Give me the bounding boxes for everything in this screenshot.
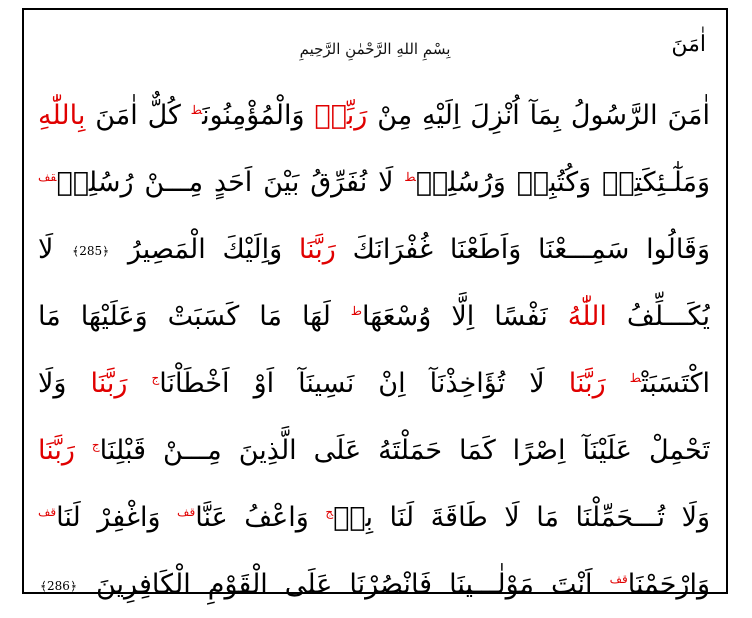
highlighted-word: بِاللّٰهِ [38, 100, 86, 131]
verse-text: لَا تُؤَاخِذْنَآ اِنْ نَسِينَآ اَوْ اَخْطَاْنَا [159, 368, 569, 399]
page-frame [22, 8, 728, 600]
verse-text: وَقَالُوا سَمِـــعْنَا وَاَطَعْنَا غُفْرَانَكَ [335, 234, 710, 265]
pause-mark: ط [404, 170, 416, 184]
pause-mark: ط [350, 304, 362, 318]
verse-text: لَهَا مَا كَسَبَتْ وَعَلَيْهَا مَا [38, 301, 351, 332]
verse-line [38, 149, 710, 216]
verse-text: وَمَلٰٓـئِكَتِهٖ وَكُتُبِهٖ وَرُسُلِهٖ [415, 167, 710, 198]
verse-text: وَاِلَيْكَ الْمَصِيرُ [111, 234, 299, 265]
pause-mark: قف [38, 170, 57, 184]
verse-number: ﴿286﴾ [40, 578, 77, 593]
highlighted-word: رَبِّهٖ [304, 100, 378, 131]
verse-text: وَالْمُؤْمِنُونَ [202, 100, 305, 131]
pause-mark: ط [190, 103, 203, 117]
verse-text: يُكَـــلِّفُ [606, 301, 710, 332]
pause-mark: قف [609, 572, 628, 586]
verse-text: لَا نُفَرِّقُ بَيْنَ اَحَدٍ مِـــنْ رُسُلِهٖ [56, 167, 405, 198]
verse-text [606, 368, 630, 399]
verse-text: وَلَا تُـــحَمِّلْنَا مَا لَا طَاقَةَ لَنَا بِهٖ [333, 502, 710, 533]
verse-text: لَا [38, 234, 71, 265]
verse-text: اَنْتَ مَوْلٰـــينَا فَانْصُرْنَا عَلَى الْقَوْمِ الْكَافِرِينَ [78, 569, 610, 600]
pause-mark: ط [629, 371, 642, 385]
verse-line [38, 484, 710, 551]
basmala: بِسْمِ اللهِ الرَّحْمٰنِ الرَّحِيمِ [299, 40, 451, 58]
verse-text: وَاغْفِرْ لَنَا [56, 502, 178, 533]
verse-text: تَحْمِلْ عَلَيْنَآ اِصْرًا كَمَا حَمَلْتَهُ عَلَى الَّذِينَ مِـــنْ قَبْلِنَا [99, 435, 710, 466]
pause-mark: ج [151, 371, 160, 385]
verse-text: وَاعْفُ عَنَّا [195, 502, 326, 533]
pause-mark: قف [177, 505, 196, 519]
verse-text: كُلٌّ اٰمَنَ [85, 100, 191, 131]
highlighted-word: رَبَّنَا [38, 435, 75, 466]
verse-number: ﴿285﴾ [72, 243, 110, 258]
verse-text [75, 435, 92, 466]
verse-block [38, 82, 710, 618]
verse-line [38, 82, 710, 149]
verse-text: وَلَا [38, 368, 91, 399]
verse-line [38, 417, 710, 484]
highlighted-word: اللّٰهُ [567, 301, 607, 332]
verse-line [38, 216, 710, 283]
verse-line [38, 283, 710, 350]
highlighted-word: رَبَّنَا [298, 234, 336, 265]
highlighted-word: رَبَّنَا [568, 368, 606, 399]
page-header [24, 30, 726, 66]
verse-line [38, 551, 710, 618]
pause-mark: ج [91, 438, 100, 452]
highlighted-word: رَبَّنَا [90, 368, 128, 399]
pause-mark: ج [325, 505, 334, 519]
verse-line [38, 350, 710, 417]
verse-text: اكْتَسَبَتْ [641, 368, 710, 399]
verse-text: وَارْحَمْنَا [627, 569, 710, 600]
verse-text: نَفْسًا اِلَّا وُسْعَهَا [361, 301, 568, 332]
pause-mark: قف [38, 505, 57, 519]
verse-text [127, 368, 151, 399]
catchword: اٰمَنَ [671, 32, 706, 57]
verse-text: اٰمَنَ الرَّسُولُ بِمَآ اُنْزِلَ اِلَيْهِ مِنْ [377, 100, 710, 131]
